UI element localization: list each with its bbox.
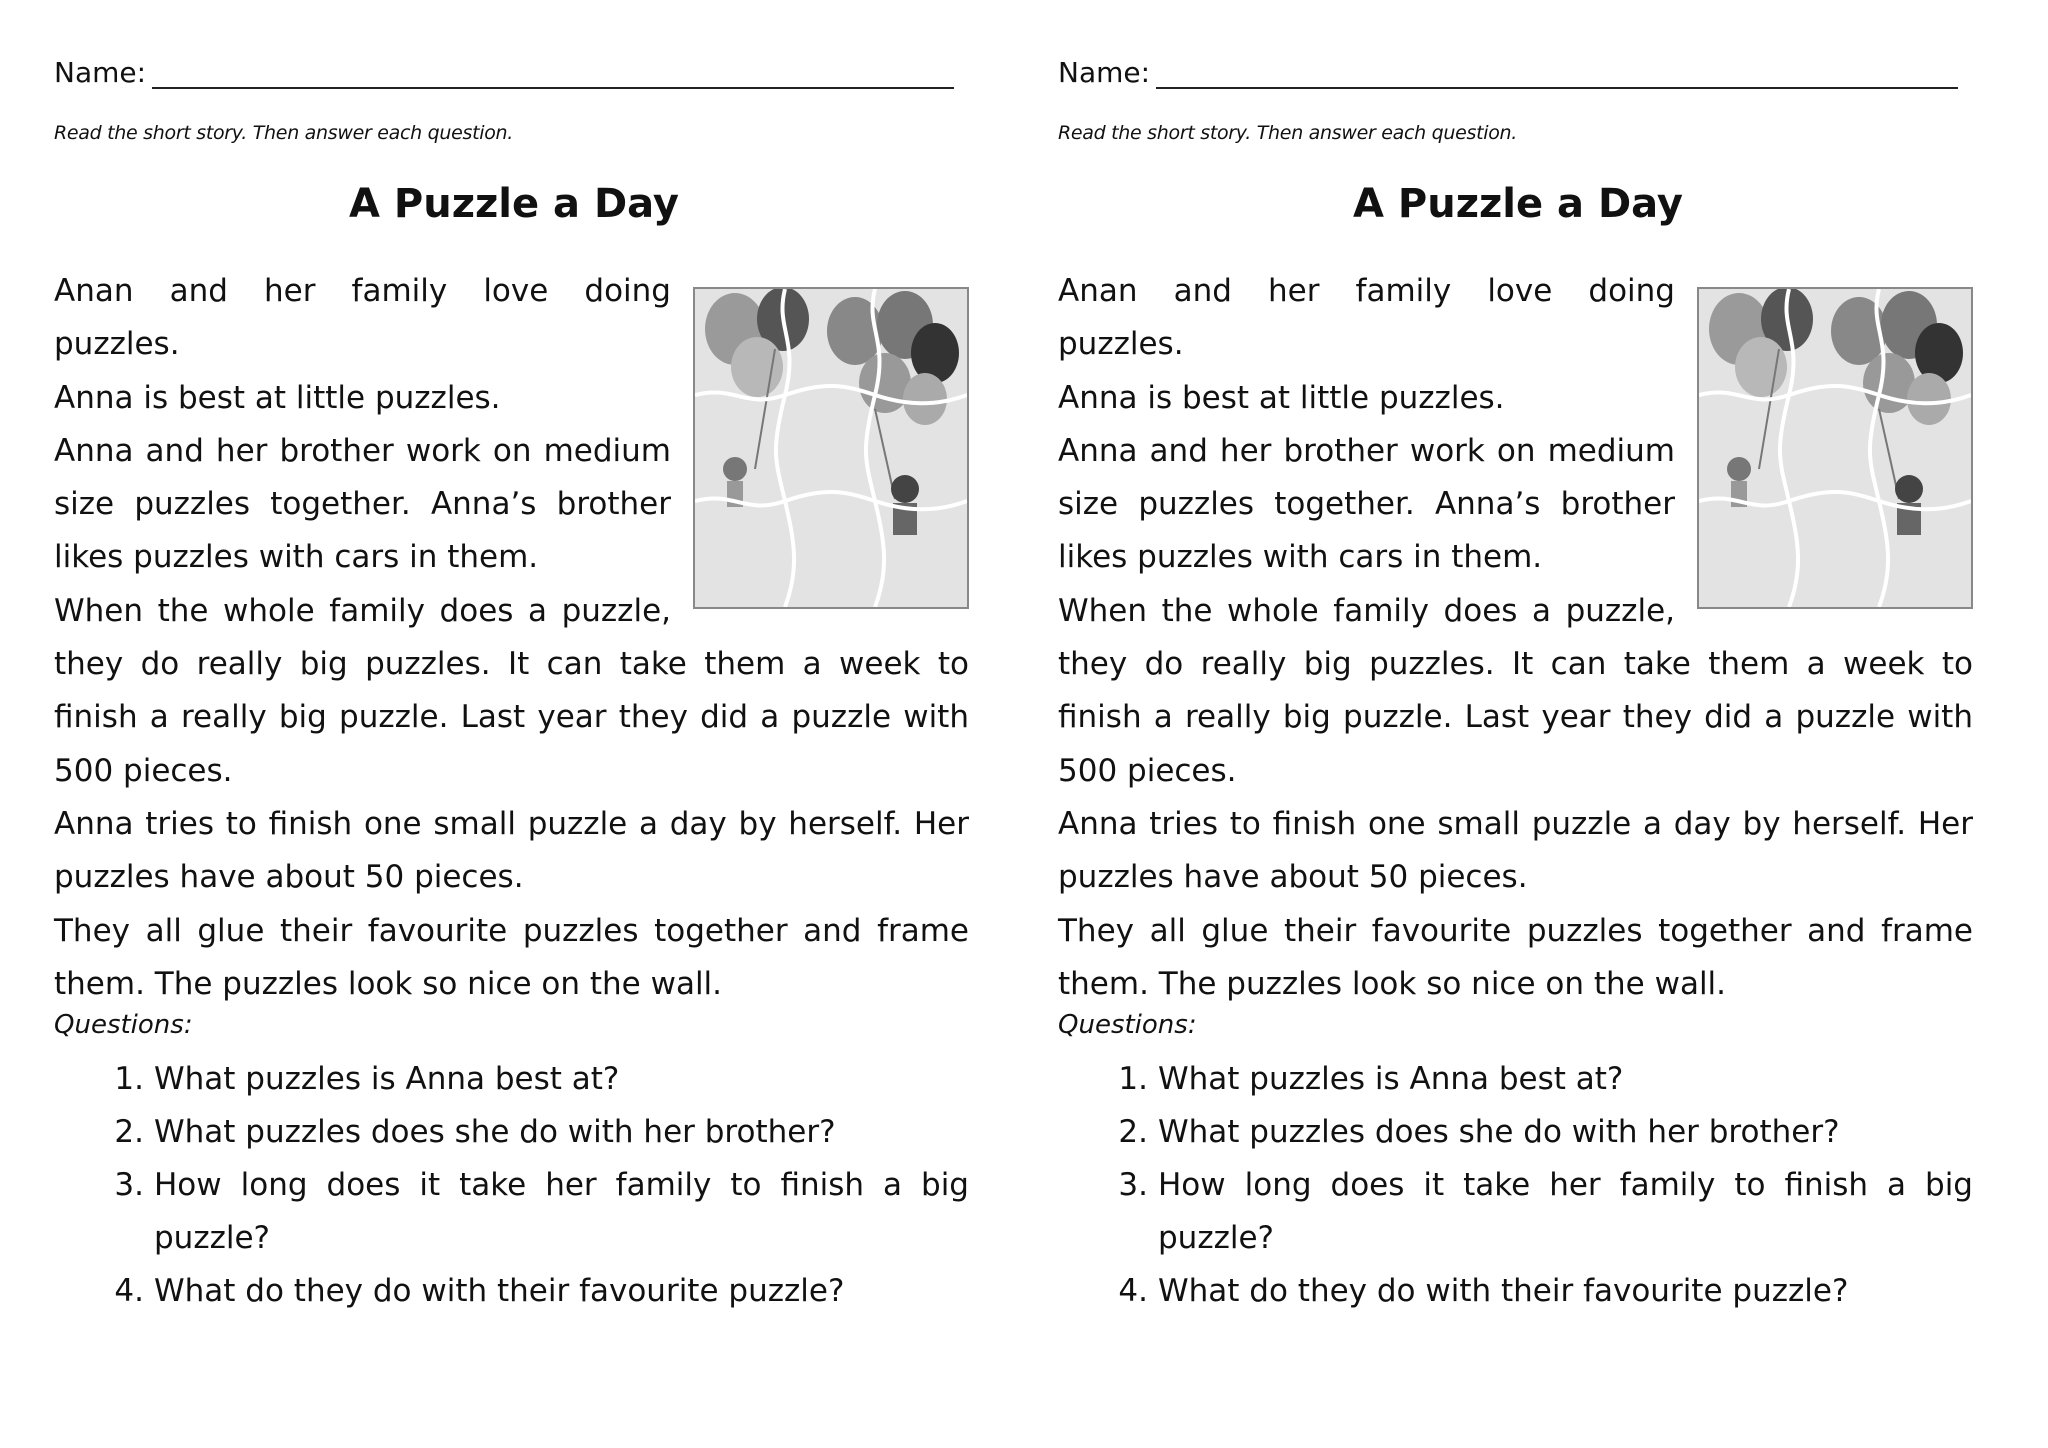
question-text: What puzzles does she do with her brother? [154, 1114, 836, 1150]
question-item [1058, 1053, 1973, 1106]
questions-list [54, 1053, 969, 1318]
question-item [54, 1106, 969, 1159]
question-number: 1. [1118, 1061, 1148, 1097]
question-text: How long does it take her family to finish a big puzzle? [154, 1167, 969, 1256]
name-row [1058, 56, 1958, 89]
question-number: 3. [114, 1167, 144, 1203]
story-paragraph: Anna tries to finish one small puzzle a day by herself. Her puzzles have about 50 pieces. [54, 805, 969, 896]
name-label: Name: [1058, 56, 1151, 89]
question-text: What puzzles is Anna best at? [154, 1061, 620, 1097]
name-field[interactable] [152, 63, 954, 89]
question-text: What puzzles is Anna best at? [1158, 1061, 1624, 1097]
question-number: 2. [114, 1114, 144, 1150]
story-paragraph: Anna tries to finish one small puzzle a day by herself. Her puzzles have about 50 pieces. [1058, 805, 1973, 896]
name-field[interactable] [1156, 63, 1958, 89]
question-item [1058, 1106, 1973, 1159]
story-paragraph: They all glue their favourite puzzles together and frame them. The puzzles look so nice on the wall. [54, 912, 969, 1002]
puzzle-picture-icon [693, 287, 969, 609]
instructions: Read the short story. Then answer each question. [54, 122, 514, 144]
question-item [1058, 1265, 1973, 1318]
story-paragraph: Anna and her brother work on medium size puzzles together. Anna’s brother likes puzzles with cars in them. [1058, 432, 1675, 576]
question-text: What do they do with their favourite puzzle? [154, 1273, 845, 1309]
story-paragraph: Anna and her brother work on medium size puzzles together. Anna’s brother likes puzzles with cars in them. [54, 432, 671, 576]
question-text: What do they do with their favourite puzzle? [1158, 1273, 1849, 1309]
worksheet-right [1058, 0, 1978, 1448]
worksheet-left [54, 0, 974, 1448]
story-text [1058, 265, 1973, 1011]
story-paragraph: Anan and her family love doing puzzles. [1058, 273, 1675, 363]
story-text [54, 265, 969, 1011]
questions-heading: Questions: [1058, 1010, 1197, 1040]
question-text: What puzzles does she do with her brother? [1158, 1114, 1840, 1150]
question-number: 3. [1118, 1167, 1148, 1203]
question-number: 4. [114, 1273, 144, 1309]
question-item [1058, 1159, 1973, 1265]
story-paragraph: Anna is best at little puzzles. [1058, 379, 1505, 416]
instructions: Read the short story. Then answer each question. [1058, 122, 1518, 144]
story-paragraph: Anan and her family love doing puzzles. [54, 273, 671, 363]
story-paragraph: When the whole family does a puzzle, they do really big puzzles. It can take them a week to finish a really big puzzle. Last year they did a puzzle with 500 pieces. [1058, 592, 1973, 789]
question-number: 1. [114, 1061, 144, 1097]
story-paragraph: When the whole family does a puzzle, they do really big puzzles. It can take them a week to finish a really big puzzle. Last year they did a puzzle with 500 pieces. [54, 592, 969, 789]
question-item [54, 1159, 969, 1265]
name-label: Name: [54, 56, 147, 89]
question-number: 2. [1118, 1114, 1148, 1150]
question-text: How long does it take her family to finish a big puzzle? [1158, 1167, 1973, 1256]
name-row [54, 56, 954, 89]
question-number: 4. [1118, 1273, 1148, 1309]
question-item [54, 1265, 969, 1318]
story-paragraph: They all glue their favourite puzzles together and frame them. The puzzles look so nice on the wall. [1058, 912, 1973, 1002]
questions-list [1058, 1053, 1973, 1318]
story-title: A Puzzle a Day [349, 181, 679, 227]
questions-heading: Questions: [54, 1010, 193, 1040]
question-item [54, 1053, 969, 1106]
story-paragraph: Anna is best at little puzzles. [54, 379, 501, 416]
puzzle-picture-icon [1697, 287, 1973, 609]
story-title: A Puzzle a Day [1353, 181, 1683, 227]
